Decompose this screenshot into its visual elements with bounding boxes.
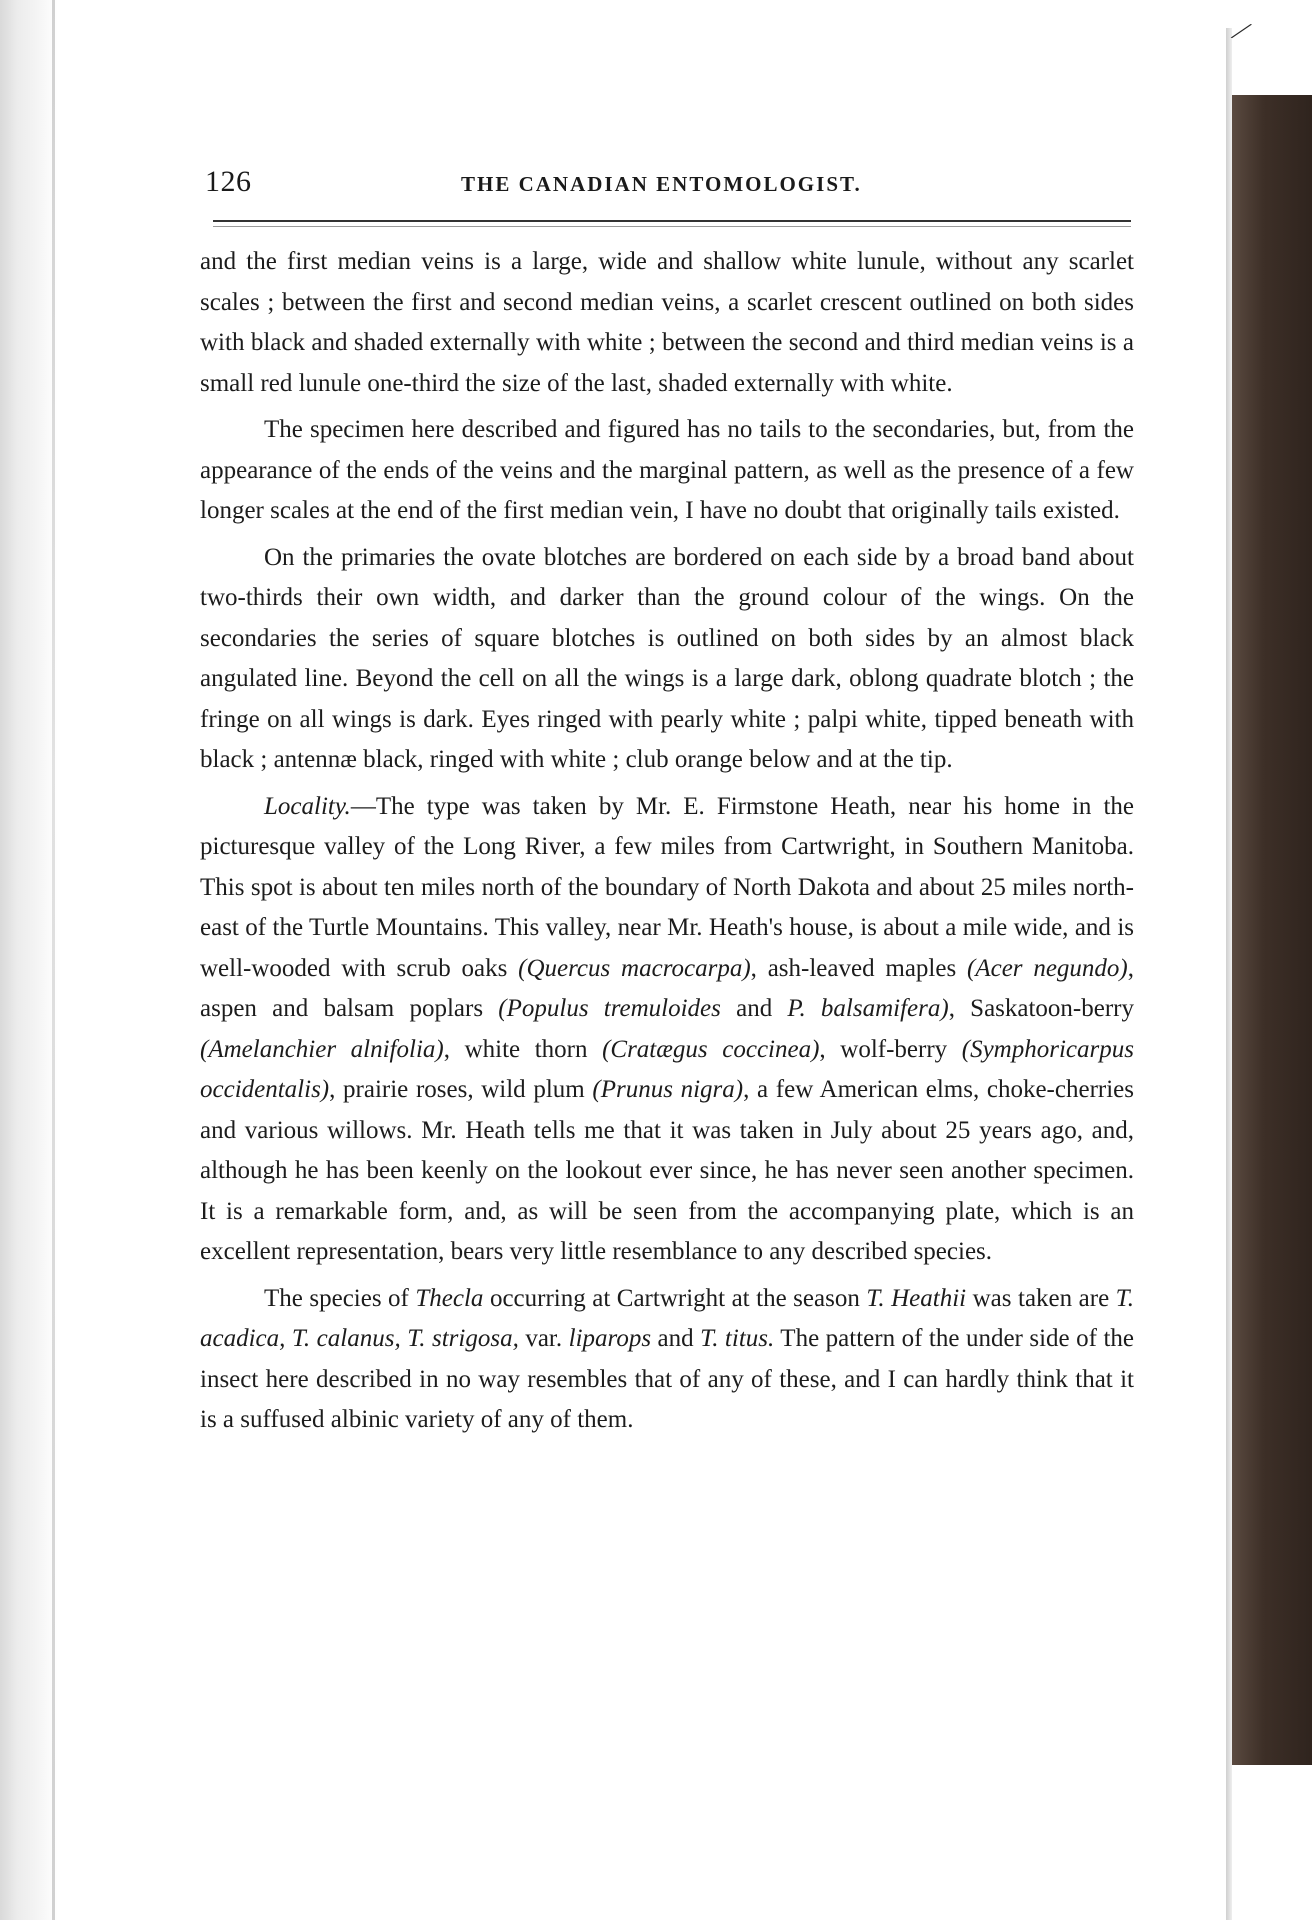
species-heathii: T. Heathii	[866, 1284, 967, 1312]
paragraph-thecla-species	[200, 1279, 1134, 1441]
book-cover-edge	[1232, 95, 1312, 1765]
species-quercus: (Quercus macrocarpa)	[518, 954, 751, 982]
binding-fold-line	[52, 0, 55, 1920]
species-acer: (Acer negundo)	[967, 954, 1128, 982]
corner-tick-mark: ⁄	[1233, 14, 1250, 48]
thecla-text-2: occurring at Cartwright at the season	[483, 1284, 867, 1312]
locality-text-3: , aspen and balsam poplars	[200, 954, 1134, 1022]
running-head	[205, 160, 1133, 204]
species-list: T. acadica, T. calanus, T. strigosa,	[200, 1284, 1134, 1352]
paragraph-tails: The specimen here described and figured has no tails to the secondaries, but, from the appearance of the ends of the veins and the marginal pattern, as well as the presence of a few longer scales at the end of the first median vein, I have no doubt that originally tails existed.	[200, 416, 1134, 524]
thecla-text-1: The species of	[264, 1284, 416, 1312]
thecla-text-6: The pattern of the under side of the insect here described in no way resembles that of any of these, and I can hardly think that it is a suffused albinic variety of any of them.	[200, 1325, 1134, 1433]
variety-liparops: liparops	[568, 1325, 652, 1352]
locality-text-1: —The type was taken by Mr. E. Firmstone Heath, near his home in the picturesque valley of the Long River, a few miles from Cartwright, in Southern Manitoba. This spot is about ten miles north of the boundary of North Dakota and about 25 miles north-east of the Turtle Mountains. This valley, near Mr. Heath's house, is about a mile wide, and is well-wooded with scrub oaks	[200, 792, 1134, 982]
journal-title: THE CANADIAN ENTOMOLOGIST.	[461, 172, 862, 196]
header-rule	[213, 220, 1131, 222]
species-titus: T. titus.	[700, 1325, 775, 1352]
locality-text-4: and	[720, 995, 788, 1022]
locality-text-6: , white thorn	[443, 1035, 603, 1063]
locality-text-8: , prairie roses, wild plum	[329, 1076, 593, 1103]
thecla-text-3: was taken are	[966, 1284, 1116, 1312]
species-prunus: (Prunus nigra)	[592, 1076, 744, 1103]
species-balsamifera: P. balsamifera)	[787, 995, 949, 1022]
page-number: 126	[205, 165, 252, 198]
binding-gutter	[0, 0, 58, 1920]
locality-text-5: , Saskatoon-berry	[948, 995, 1135, 1022]
locality-text-7: , wolf-berry	[819, 1035, 962, 1063]
paragraph-lunule-description: and the first median veins is a large, wide and shallow white lunule, without any scarlet scales ; between the first and second median veins, a scarlet crescent outlined on both sides with black and shaded externally with white ; between the second and third median veins is a small red lunule one-third the size of the last, shaded externally with white.	[200, 248, 1134, 397]
locality-text-9: , a few American elms, choke-cherries and various willows. Mr. Heath tells me that it was taken in July about 25 years ago, and, although he has been keenly on the lookout ever since, he has never seen another specimen. It is a remarkable form, and, as will be seen from the accompanying plate, which is an excellent representation, bears very little resemblance to any described species.	[200, 1076, 1134, 1265]
locality-text-2: , ash-leaved maples	[750, 954, 967, 982]
article-body	[200, 242, 1134, 1447]
species-crataegus: (Cratægus coccinea)	[602, 1035, 820, 1063]
locality-label: Locality.	[264, 792, 351, 820]
thecla-text-5: and	[651, 1325, 701, 1352]
thecla-text-4: var.	[518, 1325, 569, 1352]
species-symphoricarpus: (Symphoricarpus occidentalis)	[200, 1035, 1134, 1103]
paragraph-locality	[200, 787, 1134, 1273]
genus-thecla: Thecla	[415, 1284, 484, 1312]
species-amelanchier: (Amelanchier alnifolia)	[200, 1035, 444, 1063]
species-populus: (Populus tremuloides	[498, 995, 721, 1022]
paragraph-blotches: On the primaries the ovate blotches are bordered on each side by a broad band about two-thirds their own width, and darker than the ground colour of the wings. On the secondaries the series of square blotches is outlined on both sides by an almost black angulated line. Beyond the cell on all the wings is a large dark, oblong quadrate blotch ; the fringe on all wings is dark. Eyes ringed with pearly white ; palpi white, tipped beneath with black ; antennæ black, ringed with white ; club orange below and at the tip.	[200, 543, 1134, 773]
header-rule-fine	[213, 226, 1131, 227]
